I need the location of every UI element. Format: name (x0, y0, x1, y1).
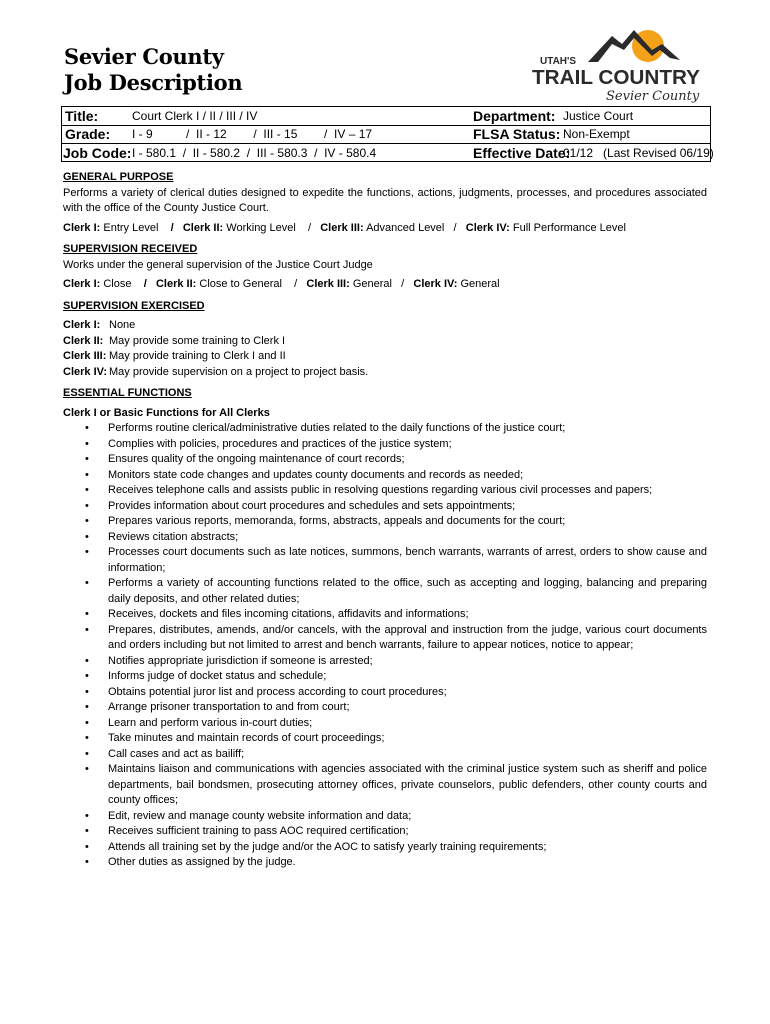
list-item: • Receives sufficient training to pass AOC required certification; (63, 824, 707, 840)
list-item: • Processes court documents such as late notices, summons, bench warrants, warrants of arrest, orders to show cause and information; (63, 545, 707, 576)
list-item: • Receives telephone calls and assists public in resolving questions regarding various civil processes and papers; (63, 483, 707, 499)
header-table (61, 106, 714, 162)
level-value: Full Performance Level (512, 221, 626, 234)
jobcode-value: I - 580.1 / II - 580.2 / III - 580.3 / IV - 580.4 (132, 146, 377, 160)
logo-script-text: Sevier County (606, 89, 700, 104)
list-item: Clerk I: None (63, 319, 136, 331)
list-item: • Informs judge of docket status and schedule; (63, 669, 707, 685)
supervision-exercised-heading: SUPERVISION EXERCISED (63, 299, 205, 312)
essential-functions-heading: ESSENTIAL FUNCTIONS (63, 387, 192, 399)
general-purpose-heading: GENERAL PURPOSE (63, 171, 174, 183)
list-item: • Receives, dockets and files incoming citations, affidavits and informations; (63, 607, 707, 623)
list-item: • Arrange prisoner transportation to and from court; (63, 700, 707, 716)
supervision-exercised-list (63, 318, 707, 380)
grade-value: I - 9 / II - 12 / III - 15 / IV – 17 (132, 127, 373, 141)
essential-functions-subheading: Clerk I or Basic Functions for All Clerks (63, 406, 270, 419)
level-key: Clerk II: (182, 221, 224, 234)
level-value: General (460, 278, 500, 290)
flsa-label: FLSA Status: (473, 126, 561, 142)
list-item: • Other duties as assigned by the judge. (63, 855, 707, 871)
list-item: • Performs a variety of accounting functions related to the office, such as accepting and logging, balancing and preparing daily deposits, and other related duties; (63, 576, 707, 607)
list-item: • Obtains potential juror list and process according to court procedures; (63, 685, 707, 701)
level-value: Entry Level (103, 221, 159, 234)
list-item: • Reviews citation abstracts; (63, 530, 707, 546)
jobcode-label: Job Code: (63, 145, 132, 161)
level-key: Clerk II: (155, 278, 197, 290)
list-item: • Performs routine clerical/administrative duties related to the daily functions of the justice court; (63, 421, 707, 437)
list-item: • Edit, review and manage county website information and data; (63, 809, 707, 825)
logo-top-text: UTAH'S (540, 56, 577, 67)
title-label: Title: (65, 108, 99, 124)
effective-date-label: Effective Date: (473, 145, 571, 161)
list-item: • Attends all training set by the judge and/or the AOC to satisfy yearly training requirements; (63, 840, 707, 856)
level-value: Advanced Level (366, 221, 445, 234)
general-purpose-text: Performs a variety of clerical duties designed to expedite the functions, actions, judgments, processes, and procedures associated with the office of the County Justice Court. (63, 186, 707, 214)
level-key: Clerk III: (306, 278, 350, 290)
list-item: Clerk IV: May provide supervision on a project to project basis. (63, 365, 369, 378)
department-value: Justice Court (563, 109, 634, 123)
flsa-value: Non-Exempt (563, 127, 630, 141)
department-label: Department: (473, 108, 556, 124)
document-body (63, 170, 707, 871)
header-row-jobcode (62, 144, 714, 162)
level-key: Clerk I: (63, 278, 101, 290)
list-item: • Prepares various reports, memoranda, forms, abstracts, appeals and documents for the court; (63, 514, 707, 530)
level-key: Clerk IV: (465, 221, 510, 234)
list-item: • Prepares, distributes, amends, and/or cancels, with the approval and instruction from the judge, various court documents and orders including but not limited to arrest and bench warrants, failure to appear notices, notice to appear; (63, 623, 707, 654)
supervision-received-heading: SUPERVISION RECEIVED (63, 243, 198, 255)
level-value: Working Level (226, 221, 296, 234)
effective-date-value: 01/12 (Last Revised 06/19) (563, 146, 714, 160)
level-value: General (352, 278, 392, 290)
grade-label: Grade: (65, 126, 111, 142)
document-title (64, 44, 242, 96)
trail-country-logo (520, 22, 712, 106)
list-item: • Take minutes and maintain records of court proceedings; (63, 731, 707, 747)
list-item: Clerk II: May provide some training to Clerk I (63, 334, 286, 347)
title-value: Court Clerk I / II / III / IV (132, 109, 258, 123)
level-key: Clerk III: (320, 221, 364, 234)
list-item: • Learn and perform various in-court duties; (63, 716, 707, 732)
list-item: • Ensures quality of the ongoing maintenance of court records; (63, 452, 707, 468)
level-value: Close (103, 278, 132, 290)
general-purpose-levels: Clerk I: Entry Level / Clerk II: Working Level / Clerk III: Advanced Level / Clerk IV: Full Performance Level (63, 221, 626, 234)
supervision-received-text: Works under the general supervision of the Justice Court Judge (63, 258, 373, 271)
list-item: • Notifies appropriate jurisdiction if someone is arrested; (63, 654, 707, 670)
list-item: • Call cases and act as bailiff; (63, 747, 707, 763)
list-item: Clerk III: May provide training to Clerk I and II (63, 350, 286, 362)
county-name: Sevier County (64, 44, 224, 69)
level-value: Close to General (199, 278, 282, 290)
header-row-grade (62, 125, 710, 144)
logo-main-text: TRAIL COUNTRY (532, 67, 701, 89)
level-key: Clerk IV: (413, 278, 458, 290)
supervision-received-levels: Clerk I: Close / Clerk II: Close to General / Clerk III: General / Clerk IV: General (63, 278, 500, 290)
essential-functions-list (63, 421, 707, 871)
list-item: • Maintains liaison and communications with agencies associated with the criminal justice system such as sheriff and police departments, bail bondsmen, prosecuting attorney offices, private counselors, public defenders, other county courts and county offices; (63, 762, 707, 809)
list-item: • Monitors state code changes and updates county documents and records as needed; (63, 468, 707, 484)
level-key: Clerk I: (63, 221, 101, 234)
job-description-heading: Job Description (64, 70, 243, 95)
header-row-title (62, 107, 710, 126)
list-item: • Complies with policies, procedures and practices of the justice system; (63, 437, 707, 453)
list-item: • Provides information about court procedures and schedules and sets appointments; (63, 499, 707, 515)
